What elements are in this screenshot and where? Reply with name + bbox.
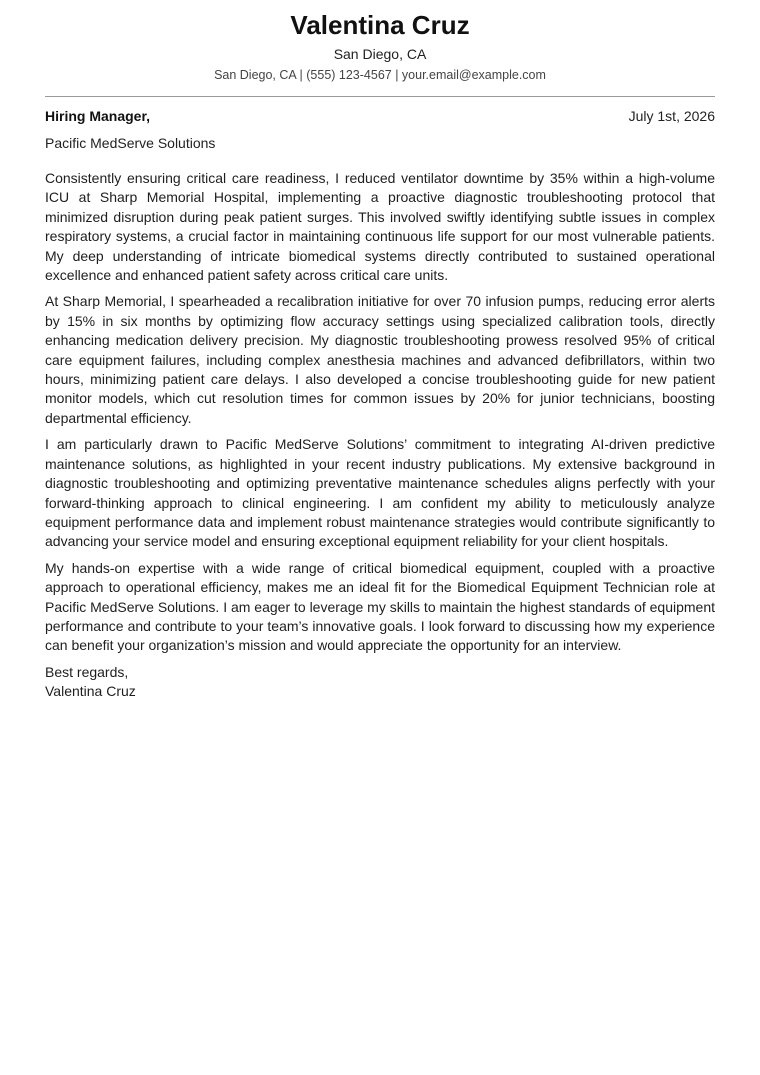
- letter-header: [45, 0, 715, 83]
- header-divider: [45, 96, 715, 97]
- letter-date: July 1st, 2026: [628, 108, 715, 124]
- body-paragraph-3: I am particularly drawn to Pacific MedServe Solutions’ commitment to integrating AI-driven predictive maintenance solutions, as highlighted in your recent industry publications. My extensive background in diagnostic troubleshooting and optimizing preventative maintenance schedules aligns perfectly with your forward-thinking approach to clinical engineering. I am confident my ability to meticulously analyze equipment performance data and implement robust maintenance strategies would contribute significantly to advancing your service model and ensuring exceptional equipment reliability for your client hospitals.: [45, 436, 715, 550]
- recipient-date-row: [45, 107, 715, 125]
- closing-phrase: Best regards,: [45, 663, 129, 680]
- signature-name: Valentina Cruz: [45, 683, 136, 700]
- letter-closing: [45, 663, 715, 702]
- body-paragraph-1: Consistently ensuring critical care readiness, I reduced ventilator downtime by 35% within a high-volume ICU at Sharp Memorial Hospital, implementing a proactive diagnostic troubleshooting protocol that minimized disruption during peak patient surges. This involved swiftly identifying subtle issues in complex respiratory systems, a crucial factor in maintaining continuous life support for our most vulnerable patients. My deep understanding of intricate biomedical systems directly contributed to sustained operational excellence and enhanced patient safety across critical care units.: [45, 170, 715, 284]
- company-name: Pacific MedServe Solutions: [45, 135, 216, 151]
- body-paragraph-2: At Sharp Memorial, I spearheaded a recalibration initiative for over 70 infusion pumps, reducing error alerts by 15% in six months by optimizing flow accuracy settings using specialized calibration tools, directly enhancing medication delivery precision. My diagnostic troubleshooting prowess resolved 95% of critical care equipment failures, including complex anesthesia machines and advanced defibrillators, within two hours, minimizing patient care delays. I also developed a concise troubleshooting guide for new patient monitor models, which cut resolution times for common issues by 20% for junior technicians, boosting departmental efficiency.: [45, 293, 715, 426]
- applicant-name: Valentina Cruz: [290, 10, 470, 40]
- applicant-contact-line: San Diego, CA | (555) 123-4567 | your.email@example.com: [214, 68, 546, 82]
- applicant-city: San Diego, CA: [333, 46, 427, 62]
- body-paragraph-4: My hands-on expertise with a wide range of critical biomedical equipment, coupled with a proactive approach to operational efficiency, makes me an ideal fit for the Biomedical Equipment Technician role at Pacific MedServe Solutions. I am eager to leverage my skills to maintain the highest standards of equipment performance and contribute to your team’s innovative goals. I look forward to discussing how my experience can benefit your organization’s mission and would appreciate the opportunity for an interview.: [45, 559, 716, 654]
- letter-body: [45, 169, 715, 656]
- recipient-salutation: Hiring Manager,: [45, 108, 151, 124]
